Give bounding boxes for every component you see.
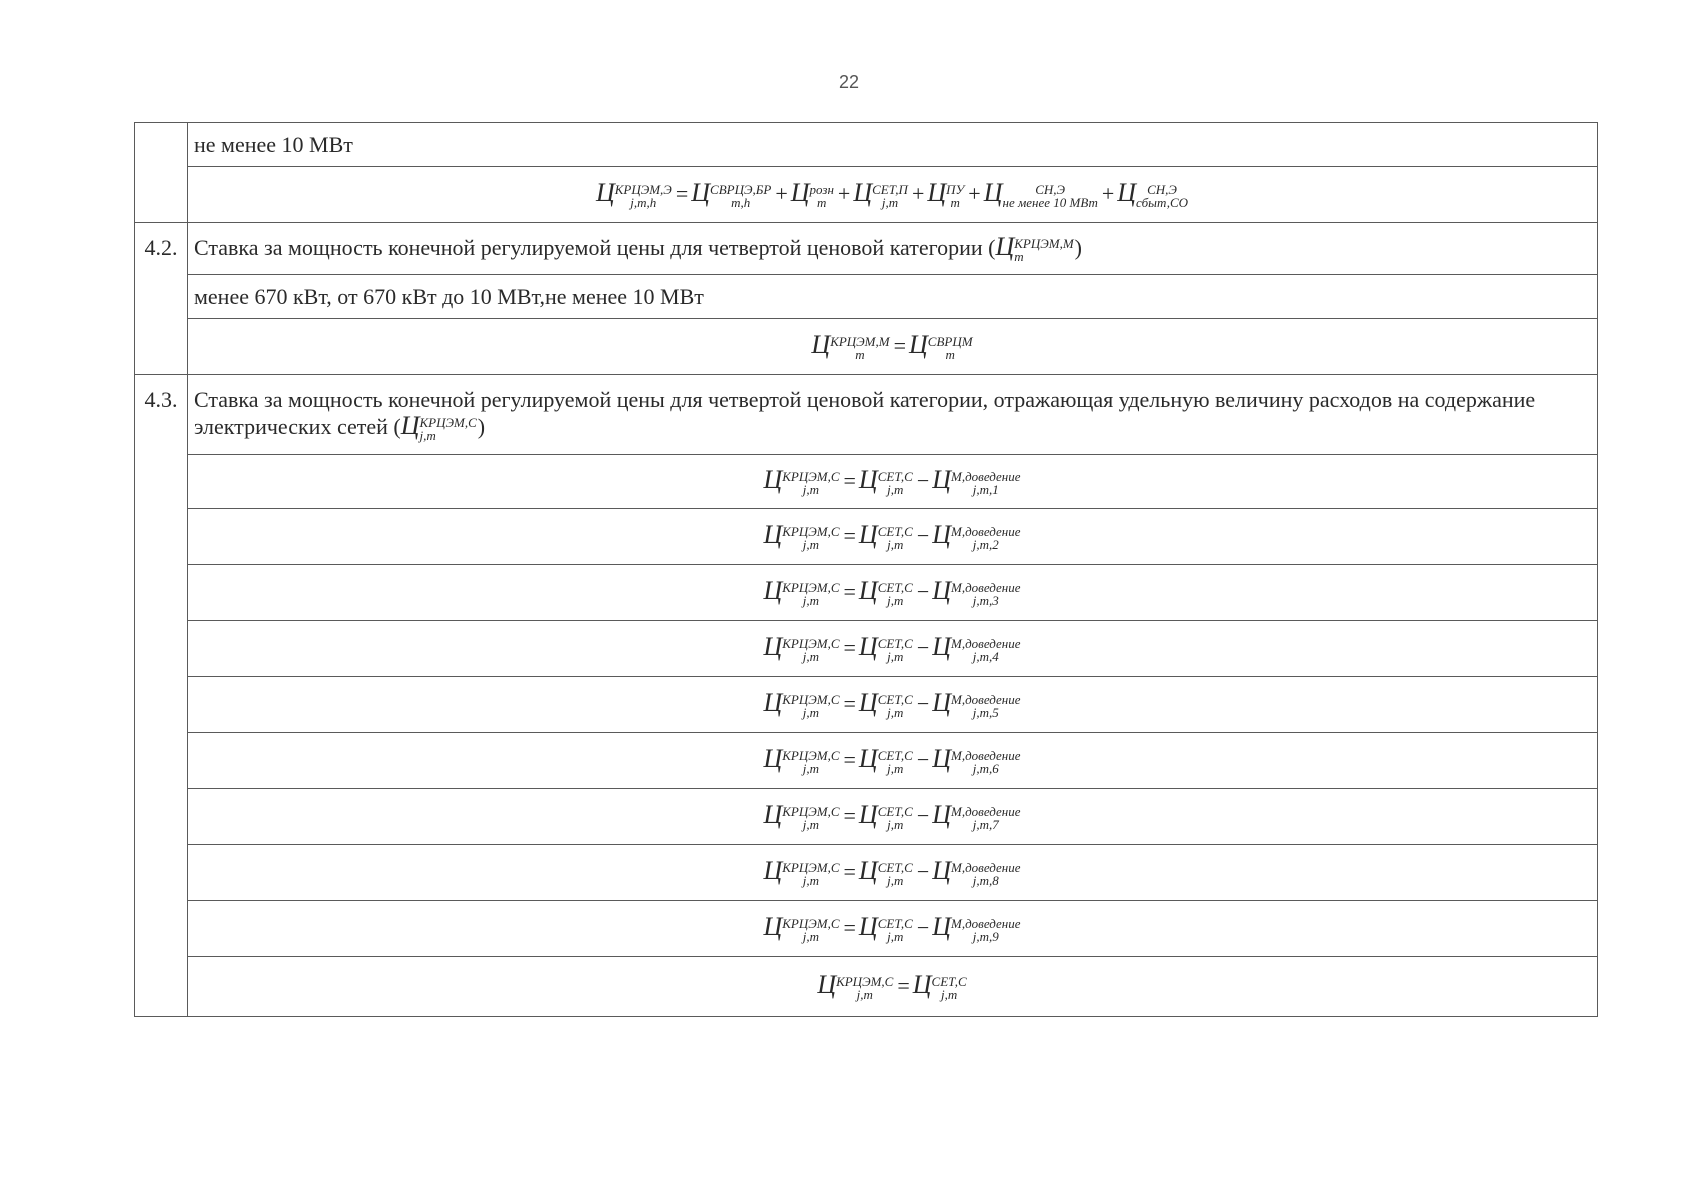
- formula-krcem-c-8: Ц КРЦЭМ,С j,m = Ц СЕТ,С j,m − Ц М,доведение j,m,8: [763, 856, 1021, 888]
- formula-cell: [188, 167, 1598, 223]
- formula-krcem-c-1: Ц КРЦЭМ,С j,m = Ц СЕТ,С j,m − Ц М,доведение j,m,1: [763, 465, 1021, 497]
- formula-cell: [188, 621, 1598, 677]
- formula-krcem-c-7: Ц КРЦЭМ,С j,m = Ц СЕТ,С j,m − Ц М,доведение j,m,7: [763, 800, 1021, 832]
- formula-krcem-c-2: Ц КРЦЭМ,С j,m = Ц СЕТ,С j,m − Ц М,доведение j,m,2: [763, 520, 1021, 552]
- table-row: [135, 375, 1598, 455]
- formula-cell: [188, 789, 1598, 845]
- table-row: [135, 319, 1598, 375]
- section-title: Ставка за мощность конечной регулируемой цены для четвертой ценовой категории, отражающая удельную величину расходов на содержание электрических сетей (Ц КРЦЭМ,С j,m ): [188, 375, 1598, 455]
- table-row: [135, 167, 1598, 223]
- table-row: [135, 789, 1598, 845]
- formula-cell: [188, 319, 1598, 375]
- formula-krcem-e: Ц КРЦЭМ,Э j,m,h = Ц СВРЦЭ,БР m,h + Ц розн m + Ц СЕТ,П j,m + Ц ПУ m + Ц СН,Э не менее 10 МВт + Ц СН,Э сбыт,СО: [595, 178, 1189, 210]
- table-row: [135, 901, 1598, 957]
- table-row: [135, 565, 1598, 621]
- formula-krcem-c-3: Ц КРЦЭМ,С j,m = Ц СЕТ,С j,m − Ц М,доведение j,m,3: [763, 576, 1021, 608]
- section-number: 4.2.: [135, 223, 188, 375]
- table-row: [135, 845, 1598, 901]
- formula-cell: [188, 455, 1598, 509]
- section-number: 4.3.: [135, 375, 188, 1017]
- formula-krcem-c-5: Ц КРЦЭМ,С j,m = Ц СЕТ,С j,m − Ц М,доведение j,m,5: [763, 688, 1021, 720]
- table-row: [135, 677, 1598, 733]
- table-row: [135, 455, 1598, 509]
- formula-krcem-c-9: Ц КРЦЭМ,С j,m = Ц СЕТ,С j,m − Ц М,доведение j,m,9: [763, 912, 1021, 944]
- table-row: [135, 275, 1598, 319]
- formula-cell: [188, 565, 1598, 621]
- tariff-table: [134, 122, 1598, 1017]
- page-number: 22: [838, 72, 860, 92]
- category-label: не менее 10 МВт: [188, 123, 1598, 167]
- formula-krcem-c-6: Ц КРЦЭМ,С j,m = Ц СЕТ,С j,m − Ц М,доведение j,m,6: [763, 744, 1021, 776]
- table-row: [135, 733, 1598, 789]
- table-row: [135, 509, 1598, 565]
- category-label: менее 670 кВт, от 670 кВт до 10 МВт,не менее 10 МВт: [188, 275, 1598, 319]
- formula-cell: [188, 677, 1598, 733]
- formula-cell: [188, 845, 1598, 901]
- formula-krcem-c-10: Ц КРЦЭМ,С j,m = Ц СЕТ,С j,m: [817, 970, 967, 1002]
- table-row: [135, 621, 1598, 677]
- formula-cell: [188, 901, 1598, 957]
- table-row: [135, 223, 1598, 275]
- row-number-empty: [135, 123, 188, 223]
- section-title: Ставка за мощность конечной регулируемой цены для четвертой ценовой категории (Ц КРЦЭМ,М m ): [188, 223, 1598, 275]
- formula-cell: [188, 957, 1598, 1017]
- table-row: [135, 123, 1598, 167]
- formula-krcem-m: Ц КРЦЭМ,М m = Ц СВРЦМ m: [811, 330, 973, 362]
- formula-cell: [188, 733, 1598, 789]
- formula-cell: [188, 509, 1598, 565]
- formula-krcem-c-4: Ц КРЦЭМ,С j,m = Ц СЕТ,С j,m − Ц М,доведение j,m,4: [763, 632, 1021, 664]
- table-row: [135, 957, 1598, 1017]
